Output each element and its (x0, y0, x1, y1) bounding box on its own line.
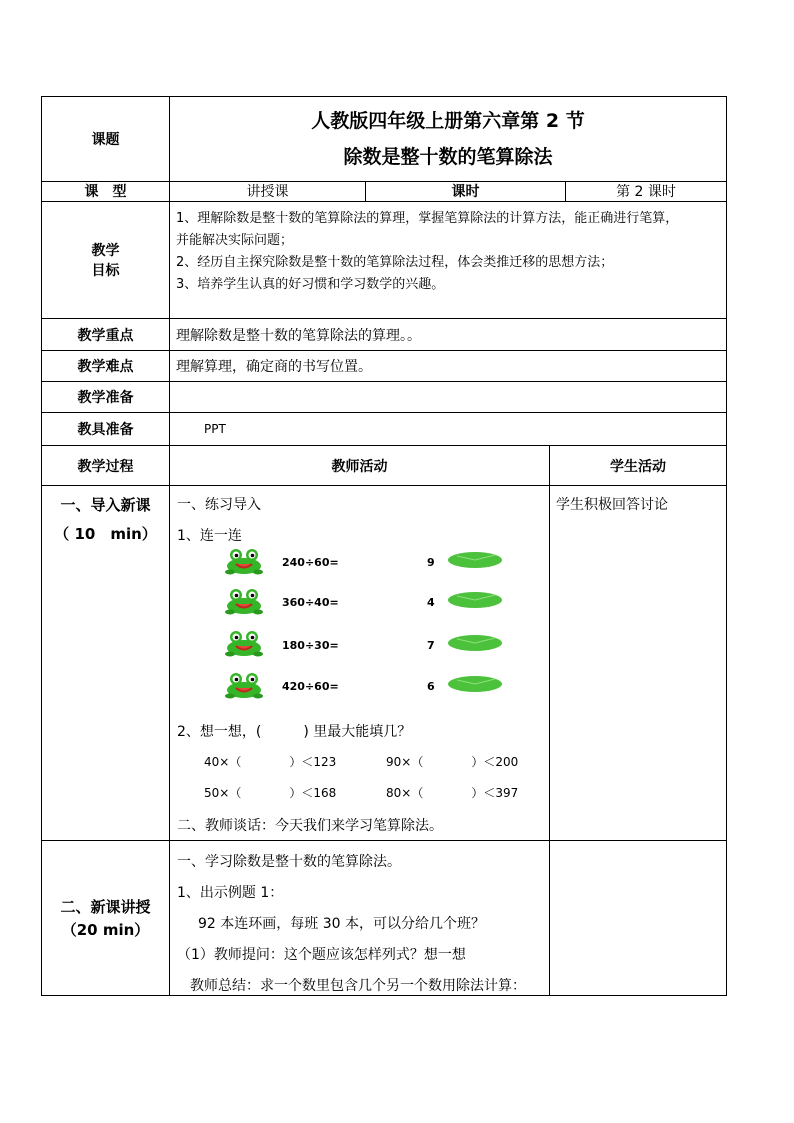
frog-icon (224, 587, 264, 615)
lesson-title (170, 97, 727, 182)
hours-label: 课时 (366, 182, 566, 202)
frog-icon (224, 547, 264, 575)
type-value: 讲授课 (170, 182, 366, 202)
objective-item: 1、理解除数是整十数的笔算除法的算理，掌握笔算除法的计算方法，能正确进行笔算， (176, 211, 679, 226)
section1-talk: 二、教师谈话：今天我们来学习笔算除法。 (177, 818, 443, 834)
section1-time: （ 10 min） (54, 525, 157, 543)
objectives-label (42, 202, 170, 319)
section2-time: （20 min） (61, 921, 150, 939)
teacher-activity-header: 教师活动 (170, 446, 550, 486)
objective-item: 2、经历自主探究除数是整十数的笔算除法过程，体会类推迁移的思想方法； (176, 255, 614, 270)
section2-label (42, 841, 170, 996)
lily-pad-icon (447, 551, 503, 569)
tools-label: 教具准备 (42, 413, 170, 446)
objectives-content (170, 202, 727, 319)
section2-line: 92 本连环画，每班 30 本，可以分给几个班？ (198, 916, 485, 932)
section2-line: 一、学习除数是整十数的笔算除法。 (177, 854, 401, 870)
objectives-label-line2: 目标 (91, 263, 120, 279)
section2-title: 二、新课讲授 (60, 898, 151, 916)
frog-icon (224, 629, 264, 657)
lily-pad-icon (447, 634, 503, 652)
difficulties-value: 理解算理，确定商的书写位置。 (170, 351, 727, 382)
section2-student-activity (550, 841, 727, 996)
lesson-title-line1: 人教版四年级上册第六章第 2 节 (311, 110, 585, 132)
objectives-label-line1: 教学 (91, 243, 120, 259)
section1-student-activity: 学生积极回答讨论 (550, 486, 727, 841)
preparation-value (170, 382, 727, 413)
objective-item: 并能解决实际问题； (176, 233, 294, 248)
key-points-label: 教学重点 (42, 319, 170, 351)
difficulties-label: 教学难点 (42, 351, 170, 382)
section2-line: （1）教师提问：这个题应该怎样列式？想一想 (177, 947, 466, 963)
preparation-label: 教学准备 (42, 382, 170, 413)
match-answer: 4 (427, 596, 435, 609)
section1-intro: 一、练习导入 (177, 497, 261, 513)
match-answer: 9 (427, 556, 435, 569)
section2-line: 1、出示例题 1： (177, 885, 284, 901)
inequality: 50×（ ）＜168 (204, 786, 337, 800)
student-activity-header: 学生活动 (550, 446, 727, 486)
inequality: 80×（ ）＜397 (386, 786, 519, 800)
match-equation: 180÷30= (282, 639, 339, 652)
match-equation: 360÷40= (282, 596, 339, 609)
process-header-label: 教学过程 (42, 446, 170, 486)
section2-teacher-activity (170, 841, 550, 996)
type-label: 课 型 (42, 182, 170, 202)
section1-think: 2、想一想，( ) 里最大能填几？ (177, 724, 412, 740)
hours-value: 第 2 课时 (566, 182, 727, 202)
inequality: 40×（ ）＜123 (204, 755, 337, 769)
key-points-value: 理解除数是整十数的笔算除法的算理。。 (170, 319, 727, 351)
tools-value: PPT (170, 413, 727, 446)
objective-item: 3、培养学生认真的好习惯和学习数学的兴趣。 (176, 277, 445, 292)
lily-pad-icon (447, 591, 503, 609)
section1-label (42, 486, 170, 841)
topic-label: 课题 (42, 97, 170, 182)
matching-exercise (220, 544, 510, 704)
match-equation: 240÷60= (282, 556, 339, 569)
lesson-plan-table (41, 96, 727, 996)
section1-connect: 1、连一连 (177, 528, 242, 544)
match-equation: 420÷60= (282, 680, 339, 693)
lesson-title-line2: 除数是整十数的笔算除法 (343, 146, 553, 168)
frog-icon (224, 671, 264, 699)
match-answer: 6 (427, 680, 435, 693)
section2-line: 教师总结：求一个数里包含几个另一个数用除法计算： (190, 978, 526, 994)
section1-teacher-activity (170, 486, 550, 841)
section1-title: 一、导入新课 (60, 496, 151, 514)
match-answer: 7 (427, 639, 435, 652)
inequality: 90×（ ）＜200 (386, 755, 519, 769)
lily-pad-icon (447, 675, 503, 693)
